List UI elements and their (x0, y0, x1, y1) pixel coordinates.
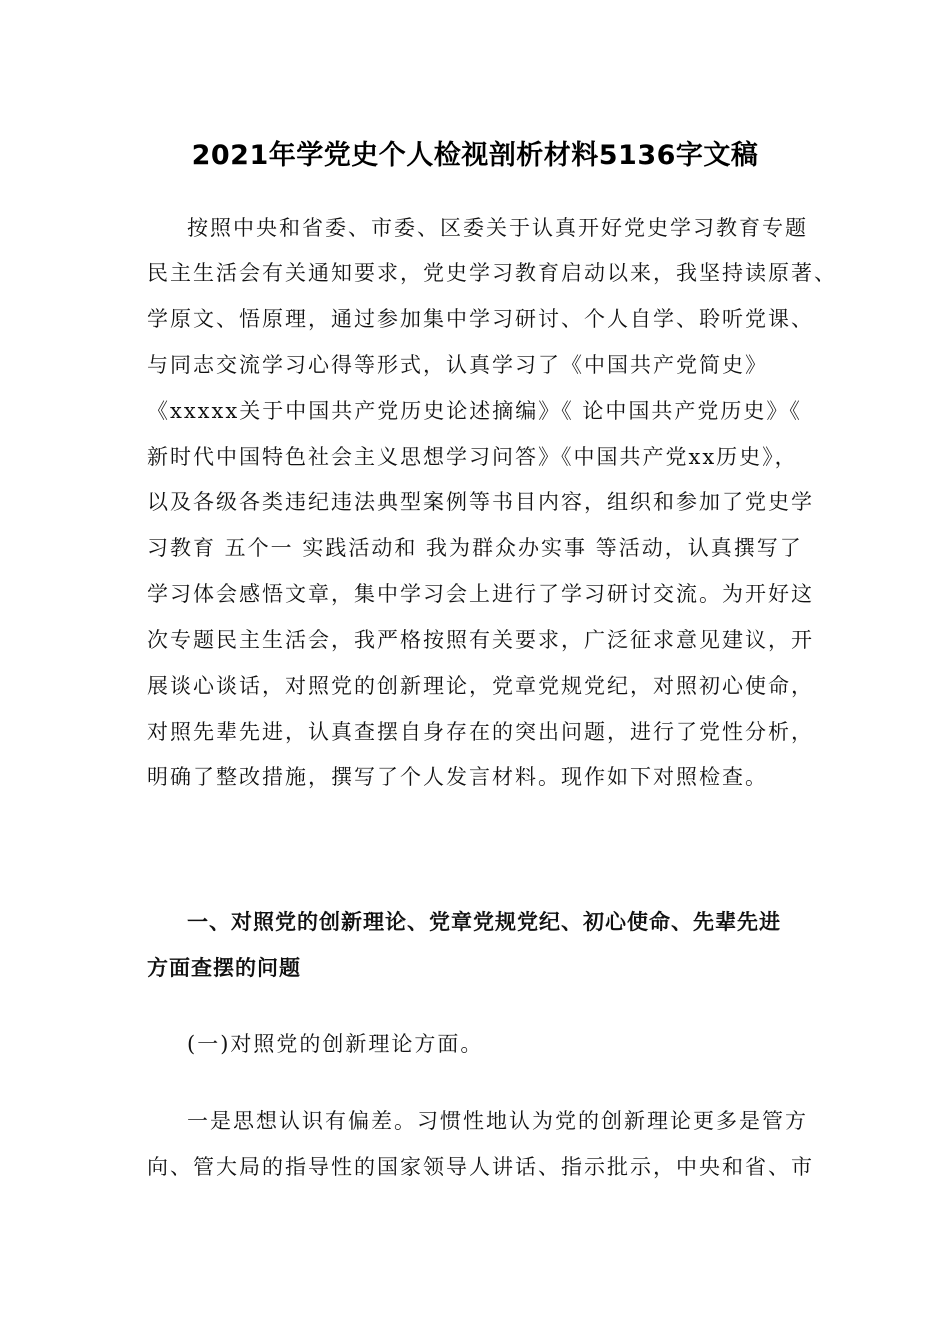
subsection-heading: (一)对照党的创新理论方面。 (187, 1032, 484, 1056)
section-heading-line: 一、对照党的创新理论、党章党规党纪、初心使命、先辈先进 (187, 910, 781, 934)
intro-line: 《xxxxx关于中国共产党历史论述摘编》《 论中国共产党历史》《 (147, 399, 802, 423)
intro-line: 民主生活会有关通知要求，党史学习教育启动以来，我坚持读原著、 (147, 261, 837, 285)
intro-line: 与同志交流学习心得等形式，认真学习了《中国共产党简史》 (147, 353, 768, 377)
intro-line: 以及各级各类违纪违法典型案例等书目内容，组织和参加了党史学 (147, 490, 814, 514)
document-title: 2021年学党史个人检视剖析材料5136字文稿 (191, 140, 759, 171)
intro-line: 展谈心谈话，对照党的创新理论，党章党规党纪，对照初心使命， (147, 674, 814, 698)
section-heading-line: 方面查摆的问题 (147, 956, 301, 980)
intro-line: 明确了整改措施，撰写了个人发言材料。现作如下对照检查。 (147, 765, 768, 789)
intro-line: 按照中央和省委、市委、区委关于认真开好党史学习教育专题 (187, 216, 808, 240)
intro-line: 学习体会感悟文章，集中学习会上进行了学习研讨交流。为开好这 (147, 582, 814, 606)
body-line: 向、管大局的指导性的国家领导人讲话、指示批示，中央和省、市 (147, 1155, 814, 1179)
intro-line: 习教育 五个一 实践活动和 我为群众办实事 等活动，认真撰写了 (147, 536, 803, 560)
body-line: 一是思想认识有偏差。习惯性地认为党的创新理论更多是管方 (187, 1109, 808, 1133)
intro-line: 学原文、悟原理，通过参加集中学习研讨、个人自学、聆听党课、 (147, 307, 814, 331)
intro-line: 新时代中国特色社会主义思想学习问答》《中国共产党xx历史》， (147, 445, 798, 469)
intro-line: 对照先辈先进，认真查摆自身存在的突出问题，进行了党性分析， (147, 720, 814, 744)
intro-line: 次专题民主生活会，我严格按照有关要求，广泛征求意见建议，开 (147, 628, 814, 652)
